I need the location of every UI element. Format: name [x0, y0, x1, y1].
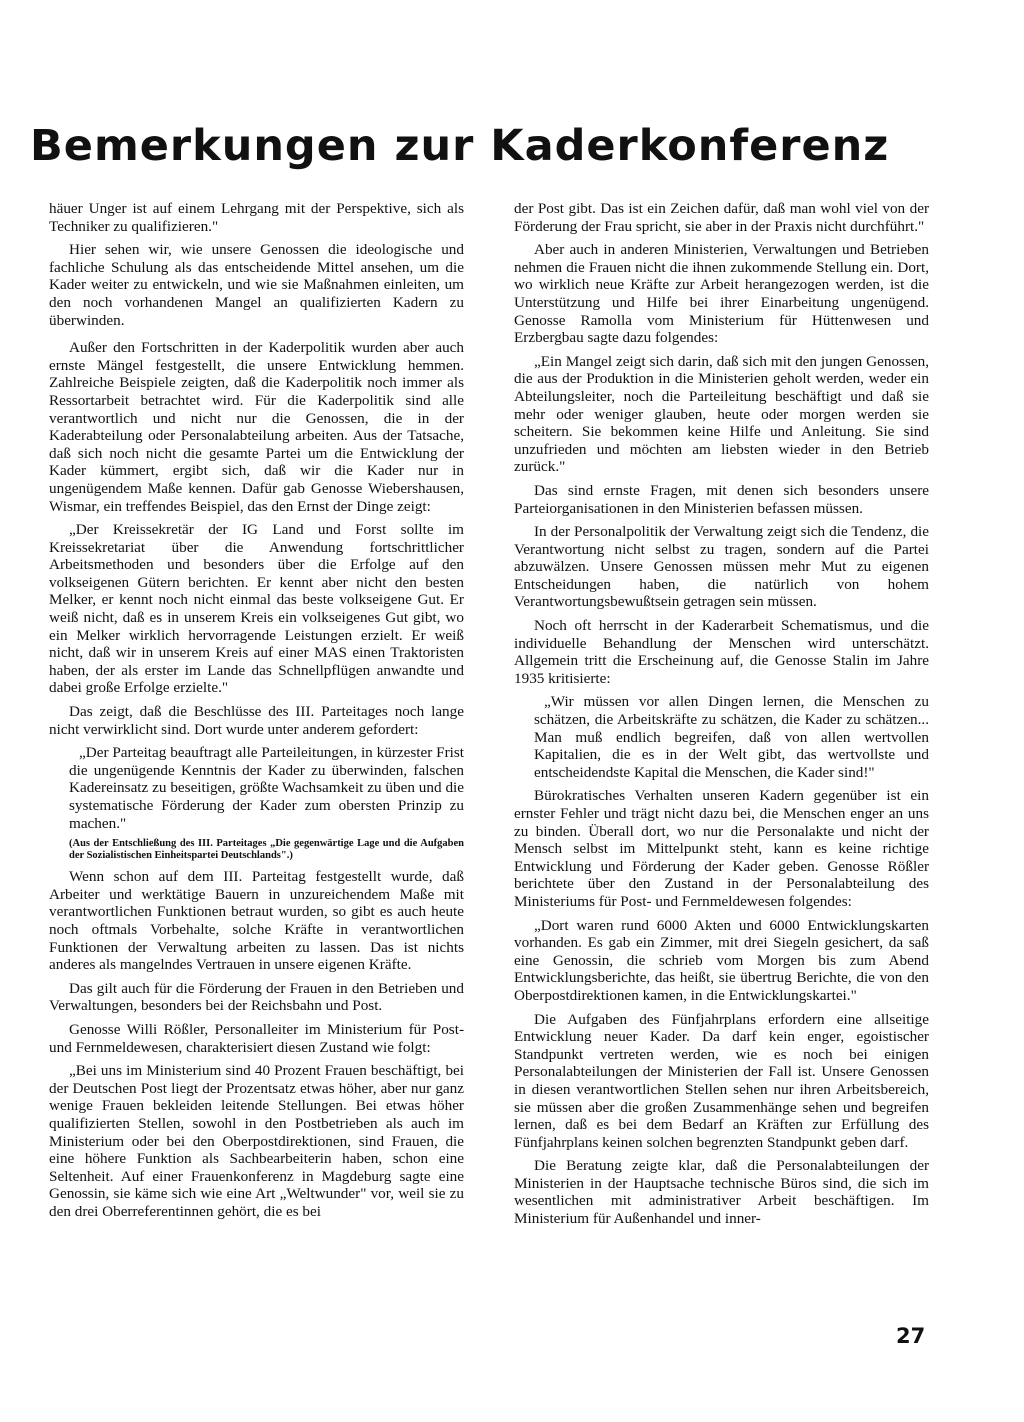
paragraph: Hier sehen wir, wie unsere Genossen die ideologische und fachliche Schulung als das entscheidende Mittel ansehen, um die Kader weiter zu entwickeln, und wie sie Maßnahmen einleiten, um den noch vorhandenen Mangel an qualifizierten Kadern zu überwinden.: [49, 241, 464, 329]
quote-paragraph: „Der Kreissekretär der IG Land und Forst sollte im Kreissekretariat über die Anwendung fortschrittlicher Arbeitsmethoden und besonders über die Erfolge auf den volkseigenen Gütern berichten. Er kennt aber nicht den besten Melker, er kennt noch nicht einmal das beste volkseigene Gut. Er weiß nicht, daß es in unserem Kreis ein volkseigenes Gut gibt, wo ein Melker wirklich hervorragende Leistungen erzielt. Er weiß nicht, daß wir in unserem Kreis auf einer MAS einen Traktoristen haben, der als erster im Lande das Schnellpflügen anwandte und dabei große Erfolge erzielte.": [49, 521, 464, 697]
paragraph: Die Beratung zeigte klar, daß die Personalabteilungen der Ministerien in der Hauptsache technische Büros sind, die sich im wesentlichen mit administrativer Arbeit beschäftigen. Im Ministerium für Außenhandel und inner-: [514, 1157, 929, 1228]
quote-paragraph: „Bei uns im Ministerium sind 40 Prozent Frauen beschäftigt, bei der Deutschen Post liegt der Prozentsatz etwas höher, aber nur ganz wenige Frauen bekleiden leitende Stellungen. Bei etwas höher qualifizierten Stellen, sowohl in den Postbetrieben als auch im Ministerium oder bei den Oberpostdirektionen, sind Frauen, die eine höhere Funktion als Sachbearbeiterin haben, schon eine Seltenheit. Auf einer Frauenkonferenz in Magdeburg sagte eine Genossin, sie käme sich wie eine Art „Weltwunder" vor, weil sie zu den drei Oberreferentinnen gehört, die es bei: [49, 1062, 464, 1220]
paragraph: In der Personalpolitik der Verwaltung zeigt sich die Tendenz, die Verantwortung nicht selbst zu tragen, sondern auf die Partei abzuwälzen. Unsere Genossen müssen mehr Mut zu eigenen Entscheidungen haben, die natürlich von hohem Verantwortungsbewußtsein getragen sein müssen.: [514, 523, 929, 611]
right-column: [514, 200, 929, 1234]
paragraph: Das zeigt, daß die Beschlüsse des III. Parteitages noch lange nicht verwirklicht sind. Dort wurde unter anderem gefordert:: [49, 703, 464, 738]
paragraph: der Post gibt. Das ist ein Zeichen dafür, daß man wohl viel von der Förderung der Frau spricht, sie aber in der Praxis nicht durchführt.": [514, 200, 929, 235]
paragraph: Das sind ernste Fragen, mit denen sich besonders unsere Parteiorganisationen in den Ministerien befassen müssen.: [514, 481, 929, 517]
paragraph: Das gilt auch für die Förderung der Frauen in den Betrieben und Verwaltungen, besonders bei der Reichsbahn und Post.: [49, 979, 464, 1015]
paragraph: Die Aufgaben des Fünfjahrplans erfordern eine allseitige Entwicklung neuer Kader. Da darf kein enger, egoistischer Standpunkt vertreten werden, wie es noch bei einigen Personalabteilungen der Ministerien der Fall ist. Unsere Genossen in diesen verantwortlichen Stellen sehen nur ihren Arbeitsbereich, sie müssen aber die großen Zusammenhänge sehen und begreifen lernen, daß es bei dem Bedarf an Kräften zur Erfüllung des Fünfjahrplans keinen solchen begrenzten Standpunkt geben darf.: [514, 1010, 929, 1151]
paragraph: Noch oft herrscht in der Kaderarbeit Schematismus, und die individuelle Behandlung der Menschen wird unterschätzt. Allgemein tritt die Erscheinung auf, die Genosse Stalin im Jahre 1935 kritisierte:: [514, 617, 929, 687]
paragraph: Außer den Fortschritten in der Kaderpolitik wurden aber auch ernste Mängel festgestellt, die unsere Entwicklung hemmen. Zahlreiche Beispiele zeigten, daß die Kaderpolitik noch immer als Ressortarbeit betrachtet wird. Für die Kaderpolitik sind alle verantwortlich und nicht nur die Genossen, die in der Kaderabteilung oder Personalabteilung arbeiten. Aus der Tatsache, daß sich noch nicht die gesamte Partei um die Entwicklung der Kader kümmert, ergibt sich, daß wir die Kader nur in ungenügendem Maße kennen. Dafür gab Genosse Wiebershausen, Wismar, ein treffendes Beispiel, das den Ernst der Dinge zeigt:: [49, 339, 464, 515]
paragraph: Aber auch in anderen Ministerien, Verwaltungen und Betrieben nehmen die Frauen nicht die ihnen zukommende Stellung ein. Dort, wo wirklich neue Kräfte zur Arbeit herangezogen werden, ist die Unterstützung und Hilfe bei ihrer Einarbeitung ungenügend. Genosse Ramolla vom Ministerium für Hüttenwesen und Erzbergbau sagte dazu folgendes:: [514, 241, 929, 347]
paragraph: Genosse Willi Rößler, Personalleiter im Ministerium für Post- und Fernmeldewesen, charakterisiert diesen Zustand wie folgt:: [49, 1020, 464, 1056]
quote-paragraph: „Wir müssen vor allen Dingen lernen, die Menschen zu schätzen, die Arbeitskräfte zu schätzen, die Kader zu schätzen... Man muß endlich begreifen, daß von allen wertvollen Kapitalien, die es in der Welt gibt, das wertvollste und entscheidendste Kapital die Menschen, die Kader sind!": [534, 693, 929, 781]
page-number: 27: [896, 1324, 926, 1348]
left-column: [49, 200, 464, 1226]
quote-paragraph: „Ein Mangel zeigt sich darin, daß sich mit den jungen Genossen, die aus der Produktion in die Ministerien geholt werden, weder ein Abteilungsleiter, noch die Parteileitung beschäftigt und daß sie mehr oder weniger glauben, heute oder morgen werden sie scheitern. Sie bekommen keine Hilfe und Anleitung. Sie sind unzufrieden und möchten am liebsten wieder in den Betrieb zurück.": [514, 352, 929, 476]
paragraph: Wenn schon auf dem III. Parteitag festgestellt wurde, daß Arbeiter und werktätige Bauern in unzureichendem Maße mit verantwortlichen Funktionen betraut wurden, so gibt es auch heute noch oftmals Vorbehalte, solche Kräfte in verantwortlichen Funktionen der Verwaltung arbeiten zu lassen. Das ist nichts anderes als mangelndes Vertrauen in unsere eigenen Kräfte.: [49, 868, 464, 974]
quote-source: (Aus der Entschließung des III. Parteitages „Die gegenwärtige Lage und die Aufgaben der Sozialistischen Einheitspartei Deutschlands".): [69, 838, 464, 862]
article-title: Bemerkungen zur Kaderkonferenz: [30, 121, 890, 171]
paragraph: häuer Unger ist auf einem Lehrgang mit der Perspektive, sich als Techniker zu qualifizieren.": [49, 200, 464, 235]
paragraph: Bürokratisches Verhalten unseren Kadern gegenüber ist ein ernster Fehler und trägt nicht dazu bei, die Menschen enger an uns zu binden. Überall dort, wo nur die Personalakte und nicht der Mensch selbst im Mittelpunkt steht, kann es keine richtige Entwicklung und Förderung der Kader geben. Genosse Rößler berichtete über den Zustand in der Personalabteilung des Ministeriums für Post- und Fernmeldewesen folgendes:: [514, 787, 929, 910]
quote-paragraph: „Dort waren rund 6000 Akten und 6000 Entwicklungskarten vorhanden. Es gab ein Zimmer, mit drei Siegeln gesichert, da saß eine Genossin, die schrieb vom Morgen bis zum Abend Entwicklungsberichte, das heißt, sie übertrug Berichte, die von den Oberpostdirektionen kamen, in die Entwicklungskartei.": [514, 916, 929, 1004]
quote-paragraph: „Der Parteitag beauftragt alle Parteileitungen, in kürzester Frist die ungenügende Kenntnis der Kader zu überwinden, falschen Kadereinsatz zu beseitigen, größte Wachsamkeit zu üben und die systematische Förderung der Kader zum obersten Prinzip zu machen.": [69, 744, 464, 832]
